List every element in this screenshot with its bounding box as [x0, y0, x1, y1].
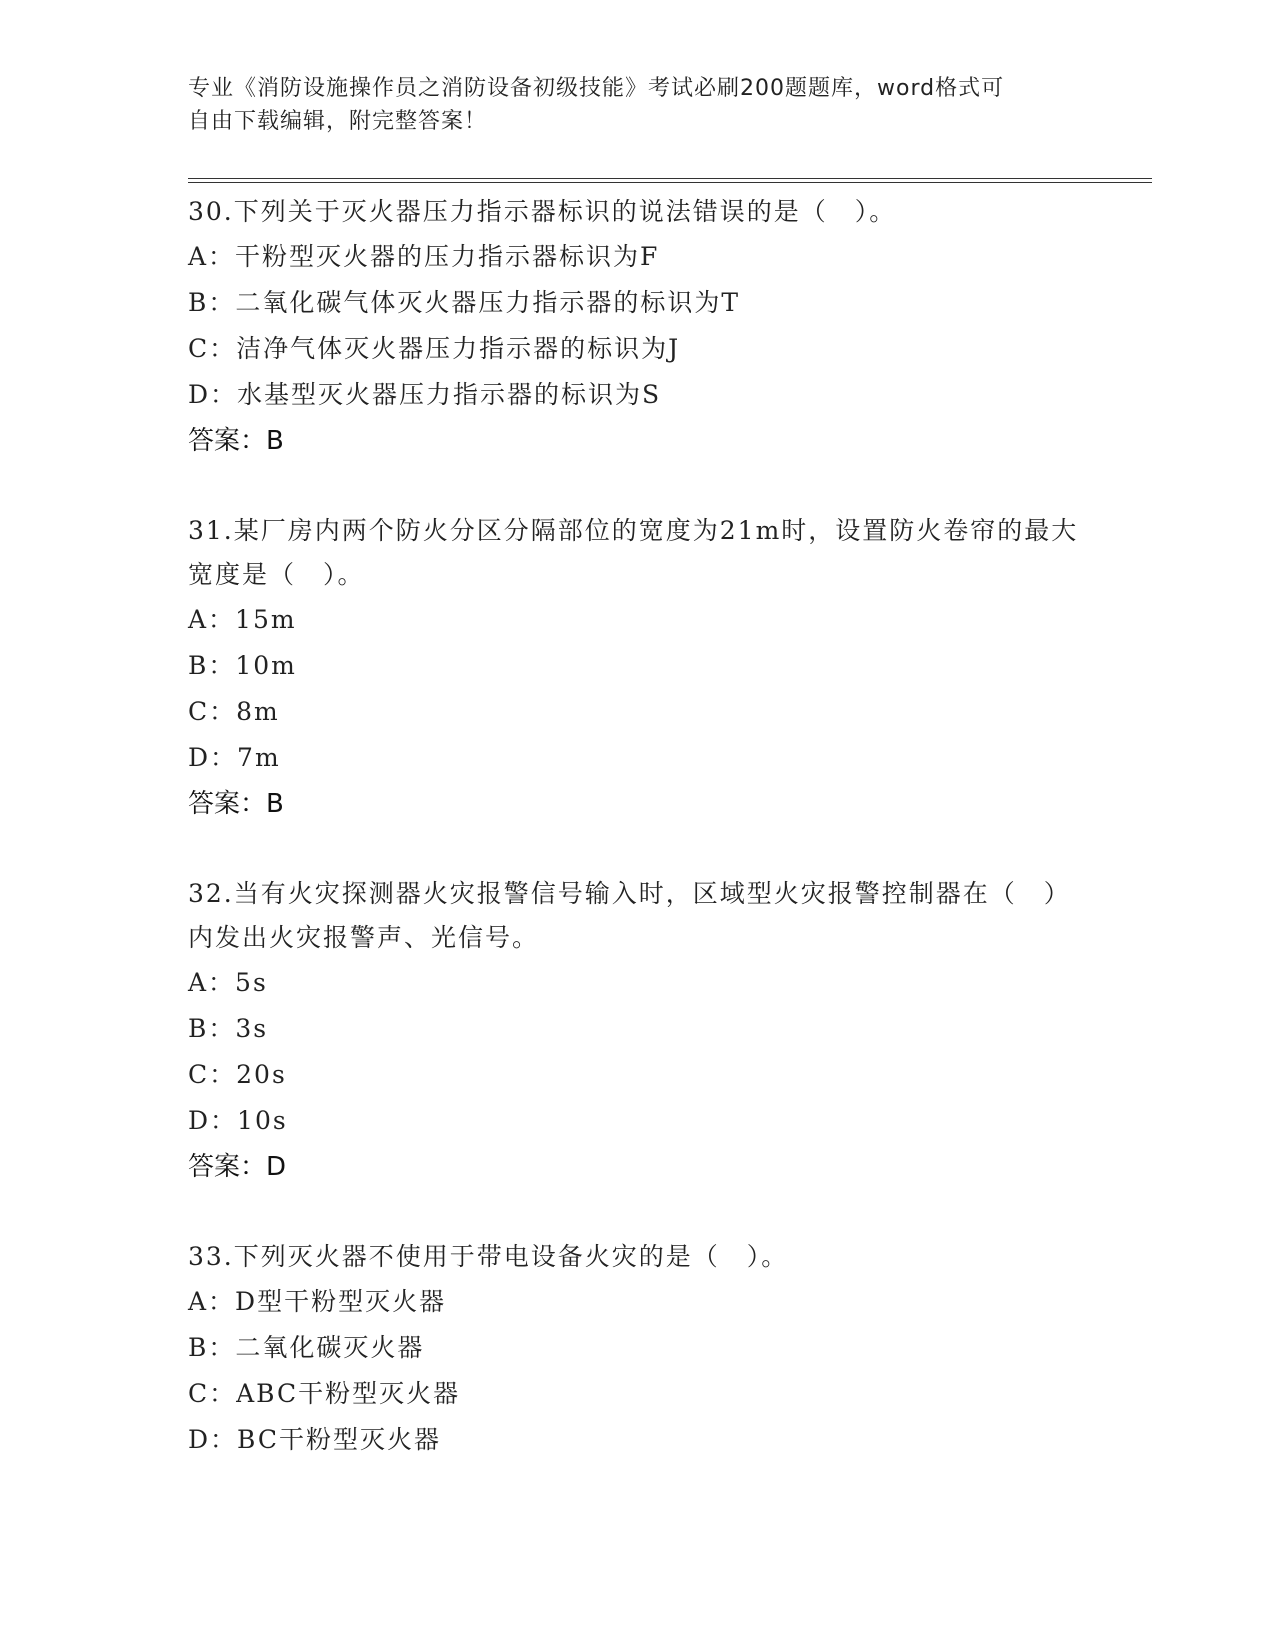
option-c: C：20s	[188, 1060, 287, 1089]
option-d: D：BC干粉型灭火器	[188, 1425, 442, 1454]
option-a: A：干粉型灭火器的压力指示器标识为F	[188, 242, 660, 271]
header-title-line-2: 自由下载编辑，附完整答案！	[188, 109, 488, 134]
question-31	[188, 509, 1088, 827]
question-text: 32.当有火灾探测器火灾报警信号输入时，区域型火灾报警控制器在（ ）内发出火灾报警声、光信号。	[188, 879, 1071, 952]
question-30	[188, 190, 1088, 464]
question-text: 33.下列灭火器不使用于带电设备火灾的是（ ）。	[188, 1242, 789, 1271]
option-a: A：5s	[188, 968, 268, 997]
option-d: D：10s	[188, 1106, 288, 1135]
question-33	[188, 1235, 1088, 1463]
answer-text: 答案：B	[188, 426, 284, 456]
option-b: B：二氧化碳气体灭火器压力指示器的标识为T	[188, 288, 741, 317]
header-title-line-1: 专业《消防设施操作员之消防设备初级技能》考试必刷200题题库，word格式可	[188, 76, 1005, 101]
option-c: C：ABC干粉型灭火器	[188, 1379, 461, 1408]
option-c: C：洁净气体灭火器压力指示器的标识为J	[188, 334, 681, 363]
answer-text: 答案：D	[188, 1152, 287, 1182]
option-d: D：水基型灭火器压力指示器的标识为S	[188, 380, 662, 409]
option-b: B：二氧化碳灭火器	[188, 1333, 425, 1362]
question-text: 31.某厂房内两个防火分区分隔部位的宽度为21m时，设置防火卷帘的最大宽度是（ ）。	[188, 516, 1079, 589]
option-a: A：15m	[188, 605, 297, 634]
option-a: A：D型干粉型灭火器	[188, 1287, 447, 1316]
header-divider	[188, 178, 1152, 183]
question-32	[188, 872, 1088, 1190]
option-b: B：10m	[188, 651, 297, 680]
option-d: D：7m	[188, 743, 281, 772]
option-b: B：3s	[188, 1014, 269, 1043]
question-text: 30.下列关于灭火器压力指示器标识的说法错误的是（ ）。	[188, 197, 897, 226]
document-header	[188, 72, 1088, 138]
answer-text: 答案：B	[188, 789, 284, 819]
question-list	[188, 190, 1088, 1508]
option-c: C：8m	[188, 697, 280, 726]
